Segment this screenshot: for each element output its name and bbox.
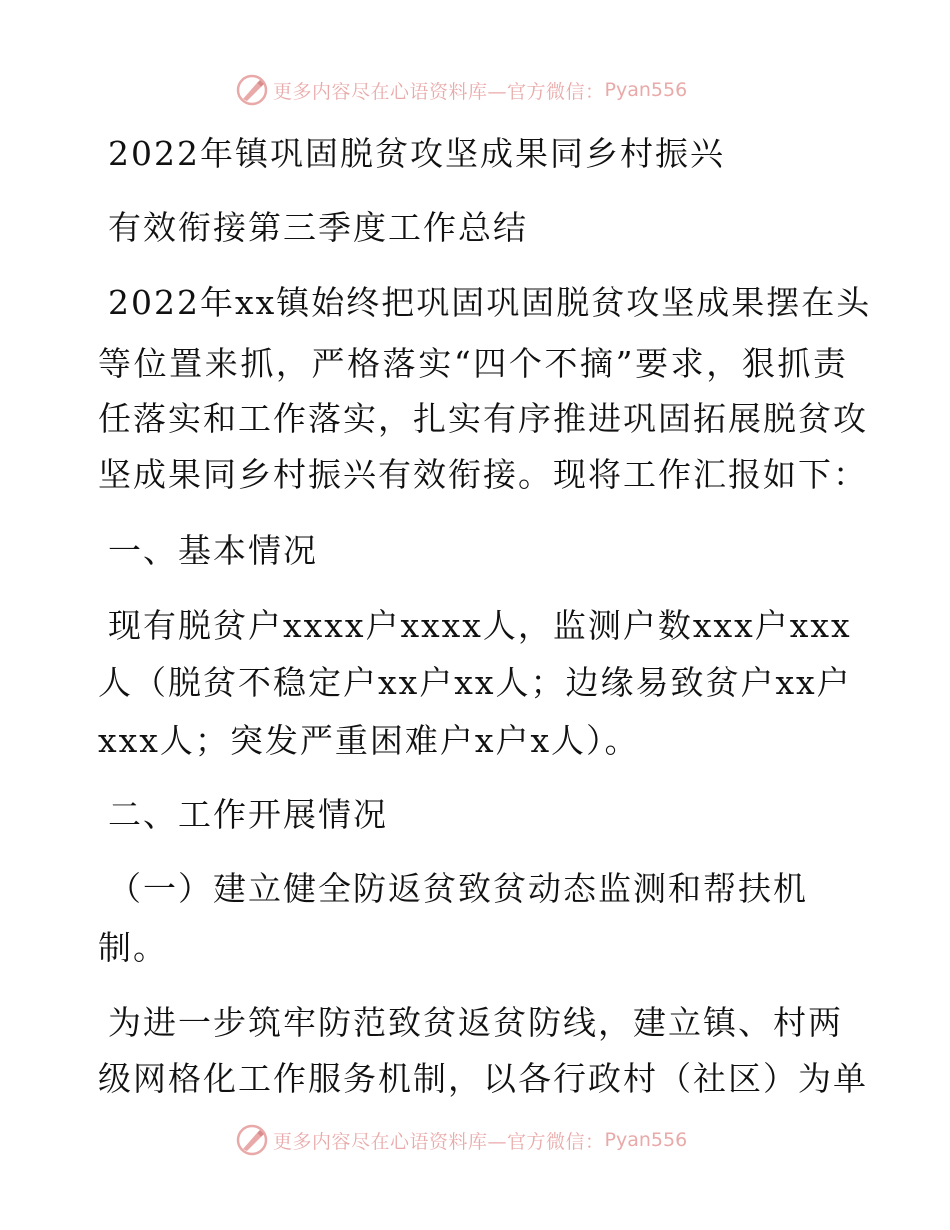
watermark-text: 更多内容尽在心语资料库—官方微信：: [273, 80, 605, 103]
watermark-id: Pyan556: [604, 79, 688, 101]
pen-logo-icon: [235, 73, 269, 107]
subsection-1-line-1: （一）建立健全防返贫致贫动态监测和帮扶机: [108, 869, 808, 908]
section-1-line-2: 人（脱贫不稳定户xx户xx人；边缘易致贫户xx户: [98, 663, 852, 702]
paragraph-line-2: 级网格化工作服务机制，以各行政村（社区）为单: [98, 1059, 868, 1098]
pen-logo-icon: [235, 1123, 269, 1157]
watermark-id: Pyan556: [604, 1129, 688, 1151]
subsection-1-line-2: 制。: [98, 928, 168, 967]
section-1-line-1: 现有脱贫户xxxx户xxxx人，监测户数xxx户xxx: [108, 606, 852, 645]
title-line-2: 有效衔接第三季度工作总结: [108, 208, 528, 247]
section-1-heading: 一、基本情况: [108, 531, 318, 570]
intro-line-4: 坚成果同乡村振兴有效衔接。现将工作汇报如下：: [98, 455, 868, 494]
watermark-bottom: [235, 1120, 715, 1160]
intro-line-2: 等位置来抓，严格落实“四个不摘”要求，狠抓责: [98, 344, 848, 383]
watermark-top: [235, 70, 715, 110]
section-1-line-3: xxx人；突发严重困难户x户x人）。: [98, 721, 640, 760]
section-2-heading: 二、工作开展情况: [108, 795, 388, 834]
watermark-text: 更多内容尽在心语资料库—官方微信：: [273, 1130, 605, 1153]
paragraph-line-1: 为进一步筑牢防范致贫返贫防线，建立镇、村两: [108, 1003, 843, 1042]
intro-line-3: 任落实和工作落实，扎实有序推进巩固拓展脱贫攻: [98, 399, 868, 438]
title-line-1: 2022年镇巩固脱贫攻坚成果同乡村振兴: [108, 134, 725, 173]
intro-line-1: 2022年xx镇始终把巩固巩固脱贫攻坚成果摆在头: [108, 283, 872, 322]
